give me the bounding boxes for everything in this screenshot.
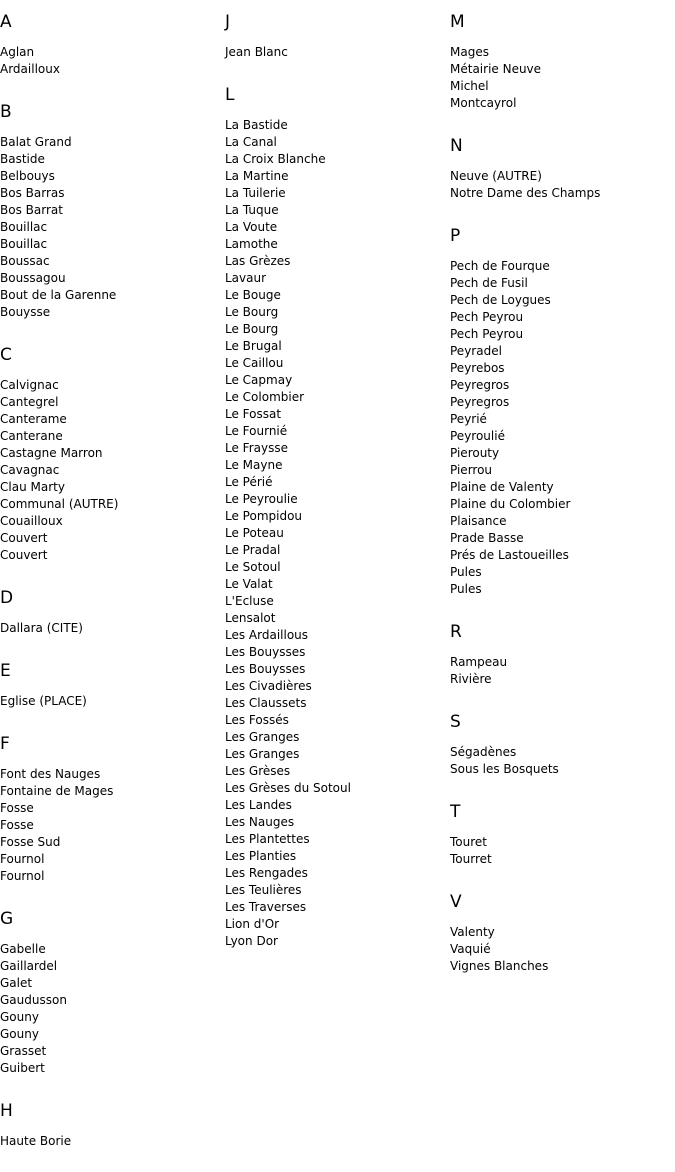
letter-section: [450, 10, 670, 112]
entry-list: [0, 377, 220, 564]
letter-heading: F: [0, 734, 10, 754]
place-name-link[interactable]: Les Bouysses: [225, 662, 306, 676]
letter-section: [225, 10, 445, 61]
entry-list: [450, 44, 670, 112]
place-name-link[interactable]: Guibert: [0, 1061, 45, 1075]
index-column-1: [0, 10, 220, 1172]
place-name-link[interactable]: Calvignac: [0, 378, 59, 392]
place-name-link[interactable]: Pierouty: [450, 446, 500, 460]
entry-list: [0, 44, 220, 78]
place-name-link[interactable]: Lensalot: [225, 611, 276, 625]
letter-heading: N: [450, 136, 463, 156]
place-name-link[interactable]: Valenty: [450, 925, 495, 939]
place-name-link[interactable]: La Croix Blanche: [225, 152, 326, 166]
place-name-link[interactable]: Canterame: [0, 412, 67, 426]
place-name-link[interactable]: La Canal: [225, 135, 277, 149]
entry-list: [0, 1133, 220, 1150]
place-name-link[interactable]: Las Grèzes: [225, 254, 291, 268]
entry-list: [225, 117, 445, 950]
place-name-link[interactable]: Pech de Loygues: [450, 293, 551, 307]
place-name-link[interactable]: La Voute: [225, 220, 278, 234]
letter-heading: V: [450, 892, 462, 912]
place-name-link[interactable]: Castagne Marron: [0, 446, 103, 460]
place-name-link[interactable]: Belbouys: [0, 169, 55, 183]
place-name-link[interactable]: Michel: [450, 79, 489, 93]
place-name-link[interactable]: Lavaur: [225, 271, 267, 285]
place-name-link[interactable]: Couvert: [0, 531, 48, 545]
place-name-link[interactable]: Les Grèses: [225, 764, 291, 778]
place-name-link[interactable]: Fosse: [0, 818, 34, 832]
place-name-link[interactable]: Cantegrel: [0, 395, 59, 409]
place-name-link[interactable]: Pech Peyrou: [450, 327, 524, 341]
place-name-link[interactable]: Le Valat: [225, 577, 273, 591]
place-name-link[interactable]: Fontaine de Mages: [0, 784, 114, 798]
place-name-link[interactable]: Le Pompidou: [225, 509, 303, 523]
place-name-link[interactable]: Pierrou: [450, 463, 493, 477]
entry-list: [0, 134, 220, 321]
place-name-link[interactable]: Les Granges: [225, 730, 300, 744]
place-name-link[interactable]: Les Granges: [225, 747, 300, 761]
place-name-link[interactable]: Balat Grand: [0, 135, 72, 149]
place-name-link[interactable]: Le Fraysse: [225, 441, 288, 455]
place-name-link[interactable]: Jean Blanc: [225, 45, 288, 59]
entry-list: [0, 941, 220, 1077]
place-name-link[interactable]: Couvert: [0, 548, 48, 562]
letter-section: [450, 890, 670, 975]
letter-section: [0, 732, 220, 885]
letter-section: [0, 10, 220, 78]
place-name-link[interactable]: Vignes Blanches: [450, 959, 549, 973]
letter-heading: M: [450, 12, 465, 32]
place-name-link[interactable]: Bout de la Garenne: [0, 288, 117, 302]
place-name-link[interactable]: Eglise (PLACE): [0, 694, 87, 708]
letter-heading: S: [450, 712, 461, 732]
place-name-link[interactable]: Font des Nauges: [0, 767, 101, 781]
place-name-link[interactable]: Lamothe: [225, 237, 278, 251]
place-name-link[interactable]: Plaine du Colombier: [450, 497, 571, 511]
place-name-link[interactable]: Le Bourg: [225, 322, 279, 336]
place-name-link[interactable]: Les Civadières: [225, 679, 312, 693]
place-name-link[interactable]: Communal (AUTRE): [0, 497, 119, 511]
letter-heading: J: [225, 12, 231, 32]
place-name-link[interactable]: Le Capmay: [225, 373, 293, 387]
index-column-3: [450, 10, 670, 997]
letter-heading: C: [0, 345, 12, 365]
place-name-link[interactable]: Bouillac: [0, 237, 48, 251]
letter-section: [225, 83, 445, 950]
letter-heading: T: [450, 802, 461, 822]
place-name-link[interactable]: Peyregros: [450, 378, 510, 392]
entry-list: [450, 258, 670, 598]
place-name-link[interactable]: Le Colombier: [225, 390, 305, 404]
place-name-link[interactable]: Ardailloux: [0, 62, 60, 76]
place-name-link[interactable]: Le Bouge: [225, 288, 281, 302]
place-name-link[interactable]: Canterane: [0, 429, 63, 443]
place-name-link[interactable]: Le Fossat: [225, 407, 282, 421]
entry-list: [450, 168, 670, 202]
place-name-link[interactable]: Notre Dame des Champs: [450, 186, 601, 200]
place-name-link[interactable]: Couailloux: [0, 514, 63, 528]
place-name-link[interactable]: Bouillac: [0, 220, 48, 234]
place-name-link[interactable]: Fosse: [0, 801, 34, 815]
place-name-link[interactable]: Le Fournié: [225, 424, 288, 438]
letter-section: [0, 907, 220, 1077]
place-name-link[interactable]: Le Mayne: [225, 458, 283, 472]
place-name-link[interactable]: Plaine de Valenty: [450, 480, 554, 494]
place-name-link[interactable]: Cavagnac: [0, 463, 60, 477]
place-name-link[interactable]: Gaillardel: [0, 959, 58, 973]
letter-section: [0, 586, 220, 637]
place-name-link[interactable]: Vaquié: [450, 942, 491, 956]
place-name-link[interactable]: Les Planties: [225, 849, 297, 863]
place-name-link[interactable]: Bouysse: [0, 305, 51, 319]
place-name-link[interactable]: Boussac: [0, 254, 50, 268]
place-name-link[interactable]: La Bastide: [225, 118, 288, 132]
place-name-link[interactable]: Les Rengades: [225, 866, 308, 880]
place-name-link[interactable]: Montcayrol: [450, 96, 517, 110]
place-name-link[interactable]: Le Pradal: [225, 543, 281, 557]
place-name-link[interactable]: Fournol: [0, 869, 45, 883]
place-name-link[interactable]: Les Bouysses: [225, 645, 306, 659]
place-name-link[interactable]: Gouny: [0, 1010, 39, 1024]
letter-heading: A: [0, 12, 12, 32]
place-name-link[interactable]: Les Fossés: [225, 713, 289, 727]
place-name-link[interactable]: Galet: [0, 976, 33, 990]
entry-list: [0, 620, 220, 637]
place-name-link[interactable]: Peyrebos: [450, 361, 505, 375]
letter-section: [450, 710, 670, 778]
place-name-link[interactable]: La Tuilerie: [225, 186, 286, 200]
place-name-link[interactable]: La Tuque: [225, 203, 279, 217]
place-name-link[interactable]: Fournol: [0, 852, 45, 866]
place-name-link[interactable]: Le Peyroulie: [225, 492, 298, 506]
place-name-link[interactable]: Mages: [450, 45, 489, 59]
place-name-link[interactable]: Les Traverses: [225, 900, 307, 914]
place-name-link[interactable]: Les Teulières: [225, 883, 302, 897]
place-name-link[interactable]: Boussagou: [0, 271, 66, 285]
place-name-link[interactable]: La Martine: [225, 169, 289, 183]
place-name-link[interactable]: Bos Barras: [0, 186, 65, 200]
place-name-link[interactable]: Le Caillou: [225, 356, 284, 370]
place-name-link[interactable]: Rampeau: [450, 655, 508, 669]
place-name-link[interactable]: Les Plantettes: [225, 832, 310, 846]
place-name-link[interactable]: Les Claussets: [225, 696, 307, 710]
place-name-link[interactable]: Tourret: [450, 852, 492, 866]
place-name-link[interactable]: Le Bourg: [225, 305, 279, 319]
letter-section: [0, 343, 220, 564]
place-name-link[interactable]: Les Grèses du Sotoul: [225, 781, 351, 795]
place-name-link[interactable]: Haute Borie: [0, 1134, 72, 1148]
place-name-link[interactable]: Prade Basse: [450, 531, 524, 545]
place-name-link[interactable]: Ségadènes: [450, 745, 517, 759]
place-name-link[interactable]: Pech Peyrou: [450, 310, 524, 324]
place-name-link[interactable]: Aglan: [0, 45, 35, 59]
place-name-link[interactable]: Les Nauges: [225, 815, 295, 829]
letter-section: [450, 224, 670, 598]
place-name-link[interactable]: Prés de Lastoueilles: [450, 548, 569, 562]
place-name-link[interactable]: Dallara (CITE): [0, 621, 83, 635]
place-name-link[interactable]: Lion d'Or: [225, 917, 280, 931]
place-name-link[interactable]: Le Sotoul: [225, 560, 281, 574]
place-name-link[interactable]: Peyradel: [450, 344, 502, 358]
entry-list: [0, 693, 220, 710]
place-name-link[interactable]: Pech de Fusil: [450, 276, 528, 290]
entry-list: [0, 766, 220, 885]
letter-section: [0, 100, 220, 321]
place-name-link[interactable]: Pules: [450, 582, 482, 596]
letter-heading: L: [225, 85, 235, 105]
letter-heading: G: [0, 909, 14, 929]
place-name-link[interactable]: Rivière: [450, 672, 492, 686]
place-name-link[interactable]: Le Poteau: [225, 526, 284, 540]
place-name-link[interactable]: Bastide: [0, 152, 45, 166]
entry-list: [450, 654, 670, 688]
place-name-link[interactable]: Neuve (AUTRE): [450, 169, 542, 183]
letter-heading: B: [0, 102, 12, 122]
place-name-link[interactable]: Les Ardaillous: [225, 628, 309, 642]
place-name-link[interactable]: Pech de Fourque: [450, 259, 550, 273]
place-name-link[interactable]: Métairie Neuve: [450, 62, 542, 76]
letter-section: [0, 1099, 220, 1150]
place-name-link[interactable]: Lyon Dor: [225, 934, 278, 948]
place-name-link[interactable]: L'Ecluse: [225, 594, 274, 608]
letter-section: [0, 659, 220, 710]
place-name-link[interactable]: Le Périé: [225, 475, 273, 489]
place-name-link[interactable]: Plaisance: [450, 514, 507, 528]
place-name-link[interactable]: Peyrié: [450, 412, 487, 426]
letter-section: [450, 620, 670, 688]
place-name-link[interactable]: Fosse Sud: [0, 835, 61, 849]
letter-heading: R: [450, 622, 462, 642]
place-name-link[interactable]: Clau Marty: [0, 480, 65, 494]
place-name-link[interactable]: Gaudusson: [0, 993, 67, 1007]
entry-list: [450, 834, 670, 868]
letter-heading: D: [0, 588, 14, 608]
letter-section: [450, 134, 670, 202]
index-column-2: [225, 10, 445, 972]
letter-heading: H: [0, 1101, 13, 1121]
place-name-link[interactable]: Peyregros: [450, 395, 510, 409]
place-name-link[interactable]: Bos Barrat: [0, 203, 63, 217]
place-name-link[interactable]: Gouny: [0, 1027, 39, 1041]
letter-section: [450, 800, 670, 868]
place-name-link[interactable]: Les Landes: [225, 798, 292, 812]
place-name-link[interactable]: Sous les Bosquets: [450, 762, 559, 776]
place-name-link[interactable]: Peyroulié: [450, 429, 505, 443]
place-name-link[interactable]: Grasset: [0, 1044, 47, 1058]
entry-list: [450, 924, 670, 975]
place-name-link[interactable]: Gabelle: [0, 942, 46, 956]
letter-heading: E: [0, 661, 11, 681]
place-name-link[interactable]: Le Brugal: [225, 339, 282, 353]
entry-list: [225, 44, 445, 61]
letter-heading: P: [450, 226, 461, 246]
entry-list: [450, 744, 670, 778]
place-name-link[interactable]: Touret: [450, 835, 487, 849]
place-name-link[interactable]: Pules: [450, 565, 482, 579]
